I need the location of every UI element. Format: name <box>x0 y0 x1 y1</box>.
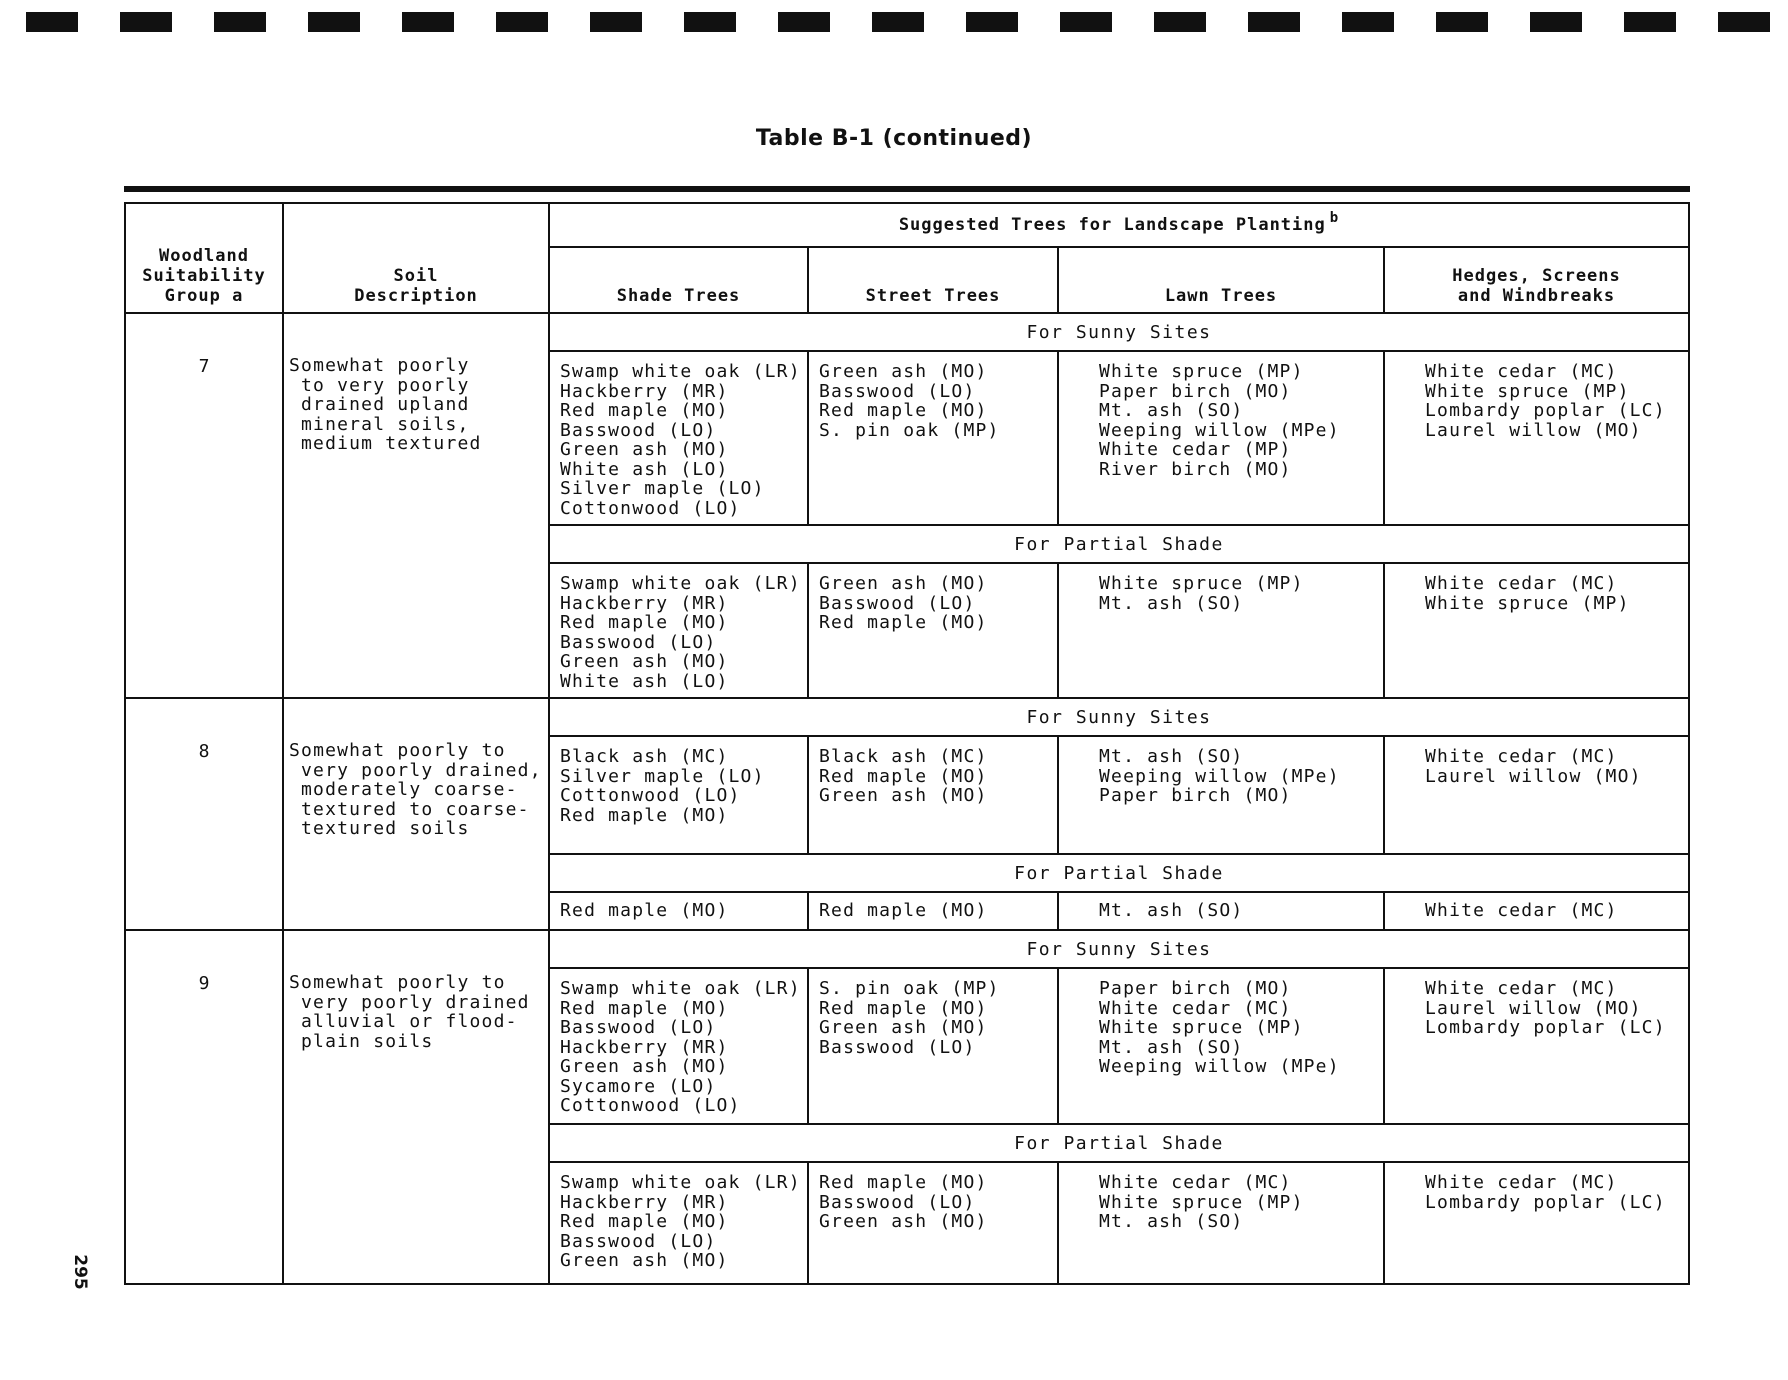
header-hedges-line: and Windbreaks <box>1457 286 1616 306</box>
binding-mark <box>1342 12 1394 32</box>
soil-line: drained upland <box>301 394 470 415</box>
tree-entry: Hackberry (MR) <box>560 1191 729 1213</box>
section-sunny-sites: For Sunny Sites <box>549 313 1689 351</box>
tree-entry: Lombardy poplar (LC) <box>1425 1191 1666 1213</box>
tree-entry: Mt. ash (SO) <box>1099 900 1244 921</box>
tree-entry: Red maple (MO) <box>819 1172 988 1193</box>
soil-line: moderately coarse- <box>301 779 518 800</box>
binding-mark <box>1718 12 1770 32</box>
tree-entry: Swamp white oak (LR) <box>560 573 801 594</box>
lawn-trees-cell <box>1058 563 1384 698</box>
soil-line: textured to coarse- <box>301 798 530 820</box>
header-hedges <box>1384 247 1689 313</box>
soil-line: to very poorly <box>301 374 470 396</box>
tree-entry: Basswood (LO) <box>560 1230 717 1252</box>
tree-entry: Lombardy poplar (LC) <box>1425 1017 1666 1038</box>
tree-entry: Paper birch (MO) <box>1099 785 1292 806</box>
tree-entry: Swamp white oak (LR) <box>560 1172 801 1193</box>
lawn-trees-cell <box>1058 351 1384 525</box>
header-shade-trees: Shade Trees <box>549 247 808 313</box>
tree-entry: Black ash (MC) <box>819 746 988 767</box>
tree-entry: Green ash (MO) <box>560 439 729 460</box>
street-trees-cell <box>808 351 1058 525</box>
tree-entry: Red maple (MO) <box>819 900 988 921</box>
tree-entry: Weeping willow (MPe) <box>1099 419 1340 441</box>
page-number: 295 <box>69 1254 90 1290</box>
tree-entry: White spruce (MP) <box>1099 1191 1304 1213</box>
tree-entry: Red maple (MO) <box>819 765 988 787</box>
header-woodland-group <box>125 203 283 313</box>
tree-entry: Mt. ash (SO) <box>1099 1211 1244 1232</box>
tree-entry: Red maple (MO) <box>560 804 729 826</box>
tree-entry: Basswood (LO) <box>819 1191 976 1213</box>
tree-entry: Mt. ash (SO) <box>1099 400 1244 421</box>
tree-entry: White cedar (MP) <box>1099 439 1292 460</box>
soil-line: plain soils <box>301 1030 434 1052</box>
tree-entry: Red maple (MO) <box>560 900 729 921</box>
tree-entry: White spruce (MP) <box>1425 592 1630 614</box>
binding-mark <box>590 12 642 32</box>
tree-entry: Green ash (MO) <box>819 573 988 594</box>
hedges-cell <box>1384 351 1689 525</box>
tree-entry: Weeping willow (MPe) <box>1099 765 1340 787</box>
header-lawn-trees: Lawn Trees <box>1058 247 1384 313</box>
binding-mark <box>26 12 78 32</box>
tree-entry: Green ash (MO) <box>819 1211 988 1232</box>
tree-entry: Red maple (MO) <box>560 612 729 633</box>
tree-entry: Green ash (MO) <box>819 1017 988 1038</box>
street-trees-cell <box>808 736 1058 854</box>
group-number: 7 <box>125 313 283 698</box>
tree-entry: White ash (LO) <box>560 670 729 692</box>
tree-entry: Basswood (LO) <box>560 1017 717 1038</box>
section-partial-shade: For Partial Shade <box>549 525 1689 563</box>
tree-entry: Red maple (MO) <box>560 1211 729 1232</box>
tree-entry: Cottonwood (LO) <box>560 497 741 519</box>
soil-line: very poorly drained <box>301 991 530 1013</box>
tree-entry: White cedar (MC) <box>1425 900 1618 921</box>
tree-entry: Basswood (LO) <box>560 419 717 441</box>
tree-entry: Basswood (LO) <box>560 631 717 653</box>
shade-trees-cell <box>549 892 808 930</box>
binding-mark <box>120 12 172 32</box>
tree-entry: Basswood (LO) <box>819 1036 976 1058</box>
binding-mark <box>308 12 360 32</box>
street-trees-cell <box>808 563 1058 698</box>
header-soil-description <box>283 203 549 313</box>
lawn-trees-cell <box>1058 968 1384 1124</box>
group-number: 8 <box>125 698 283 930</box>
binding-mark <box>1060 12 1112 32</box>
tree-entry: Paper birch (MO) <box>1099 380 1292 402</box>
tree-entry: Red maple (MO) <box>560 997 729 1019</box>
tree-entry: Mt. ash (SO) <box>1099 746 1244 767</box>
tree-entry: Cottonwood (LO) <box>560 785 741 806</box>
group-number: 9 <box>125 930 283 1284</box>
soil-line: textured soils <box>301 818 470 839</box>
tree-entry: Green ash (MO) <box>560 1250 729 1271</box>
tree-entry: Green ash (MO) <box>560 1056 729 1077</box>
soil-line: Somewhat poorly to <box>289 740 506 761</box>
footnote-marker: b <box>1329 210 1340 226</box>
header-soil-line: Soil <box>393 266 439 286</box>
soil-description <box>283 313 549 698</box>
section-partial-shade: For Partial Shade <box>549 854 1689 892</box>
tree-entry: Swamp white oak (LR) <box>560 978 801 999</box>
shade-trees-cell <box>549 1162 808 1284</box>
tree-entry: Lombardy poplar (LC) <box>1425 400 1666 421</box>
tree-entry: White cedar (MC) <box>1425 361 1618 382</box>
tree-entry: Swamp white oak (LR) <box>560 361 801 382</box>
landscape-trees-table <box>124 202 1690 1285</box>
tree-entry: Basswood (LO) <box>819 592 976 614</box>
binding-mark <box>1436 12 1488 32</box>
lawn-trees-cell <box>1058 736 1384 854</box>
soil-line: medium textured <box>301 433 482 454</box>
tree-entry: S. pin oak (MP) <box>819 419 1000 441</box>
street-trees-cell <box>808 968 1058 1124</box>
tree-entry: Sycamore (LO) <box>560 1075 717 1097</box>
shade-trees-cell <box>549 563 808 698</box>
tree-entry: Red maple (MO) <box>819 997 988 1019</box>
soil-line: Somewhat poorly to <box>289 972 506 993</box>
tree-entry: Hackberry (MR) <box>560 1036 729 1058</box>
binding-mark <box>684 12 736 32</box>
tree-entry: Basswood (LO) <box>819 380 976 402</box>
lawn-trees-cell <box>1058 1162 1384 1284</box>
tree-entry: Cottonwood (LO) <box>560 1095 741 1116</box>
header-group-line: Woodland <box>159 246 249 266</box>
hedges-cell <box>1384 563 1689 698</box>
tree-entry: Laurel willow (MO) <box>1425 997 1642 1019</box>
tree-entry: Green ash (MO) <box>819 785 988 806</box>
soil-line: very poorly drained, <box>301 759 542 781</box>
title-rule <box>124 186 1690 192</box>
tree-entry: Green ash (MO) <box>819 361 988 382</box>
tree-entry: S. pin oak (MP) <box>819 978 1000 999</box>
binding-mark <box>872 12 924 32</box>
street-trees-cell <box>808 1162 1058 1284</box>
soil-description <box>283 930 549 1284</box>
binding-mark <box>778 12 830 32</box>
tree-entry: Paper birch (MO) <box>1099 978 1292 999</box>
header-soil-line: Description <box>354 286 478 306</box>
hedges-cell <box>1384 968 1689 1124</box>
section-partial-shade: For Partial Shade <box>549 1124 1689 1162</box>
tree-entry: White cedar (MC) <box>1099 1172 1292 1193</box>
binding-mark <box>402 12 454 32</box>
tree-entry: Silver maple (LO) <box>560 478 765 499</box>
binding-mark <box>1530 12 1582 32</box>
hedges-cell <box>1384 1162 1689 1284</box>
tree-entry: Black ash (MC) <box>560 746 729 767</box>
header-hedges-line: Hedges, Screens <box>1452 266 1621 286</box>
lawn-trees-cell <box>1058 892 1384 930</box>
tree-entry: White cedar (MC) <box>1425 573 1618 594</box>
binding-mark <box>1248 12 1300 32</box>
binding-mark <box>1154 12 1206 32</box>
tree-entry: Hackberry (MR) <box>560 592 729 614</box>
binding-mark <box>966 12 1018 32</box>
tree-entry: White cedar (MC) <box>1099 997 1292 1019</box>
header-street-trees: Street Trees <box>808 247 1058 313</box>
tree-entry: White spruce (MP) <box>1425 380 1630 402</box>
section-sunny-sites: For Sunny Sites <box>549 930 1689 968</box>
header-suggested-label: Suggested Trees for Landscape Planting <box>898 215 1326 235</box>
tree-entry: White cedar (MC) <box>1425 978 1618 999</box>
hedges-cell <box>1384 892 1689 930</box>
shade-trees-cell <box>549 968 808 1124</box>
tree-entry: Silver maple (LO) <box>560 765 765 787</box>
soil-line: Somewhat poorly <box>289 355 470 376</box>
tree-entry: White cedar (MC) <box>1425 746 1618 767</box>
tree-entry: Red maple (MO) <box>560 400 729 421</box>
tree-entry: Laurel willow (MO) <box>1425 419 1642 441</box>
tree-entry: White spruce (MP) <box>1099 573 1304 594</box>
soil-description <box>283 698 549 930</box>
binding-hole-strip <box>26 12 1766 34</box>
shade-trees-cell <box>549 351 808 525</box>
tree-entry: White cedar (MC) <box>1425 1172 1618 1193</box>
binding-mark <box>496 12 548 32</box>
tree-entry: Mt. ash (SO) <box>1099 592 1244 614</box>
header-group-line: Suitability <box>142 266 266 286</box>
section-sunny-sites: For Sunny Sites <box>549 698 1689 736</box>
street-trees-cell <box>808 892 1058 930</box>
binding-mark <box>214 12 266 32</box>
tree-entry: Red maple (MO) <box>819 400 988 421</box>
hedges-cell <box>1384 736 1689 854</box>
tree-entry: Hackberry (MR) <box>560 380 729 402</box>
header-group-line: Group a <box>164 286 244 306</box>
tree-entry: Weeping willow (MPe) <box>1099 1056 1340 1077</box>
table-title: Table B-1 (continued) <box>755 126 1033 151</box>
tree-entry: Mt. ash (SO) <box>1099 1036 1244 1058</box>
tree-entry: White ash (LO) <box>560 458 729 480</box>
tree-entry: Red maple (MO) <box>819 612 988 633</box>
soil-line: alluvial or flood- <box>301 1011 518 1032</box>
soil-line: mineral soils, <box>301 413 470 435</box>
tree-entry: White spruce (MP) <box>1099 361 1304 382</box>
tree-entry: Green ash (MO) <box>560 651 729 672</box>
tree-entry: Laurel willow (MO) <box>1425 765 1642 787</box>
binding-mark <box>1624 12 1676 32</box>
shade-trees-cell <box>549 736 808 854</box>
tree-entry: River birch (MO) <box>1099 458 1292 480</box>
header-suggested-trees <box>549 203 1689 247</box>
tree-entry: White spruce (MP) <box>1099 1017 1304 1038</box>
